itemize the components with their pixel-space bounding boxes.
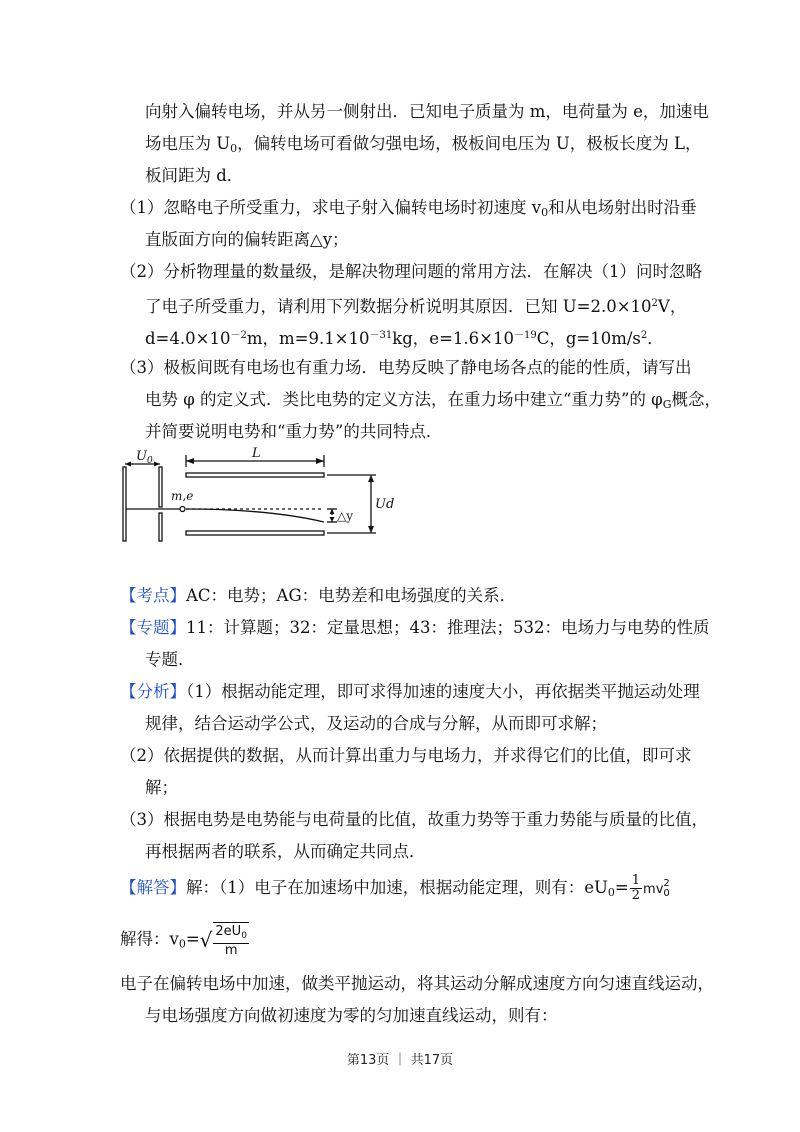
text-line: 与电场强度方向做初速度为零的匀加速直线运动，则有： [145,1006,558,1025]
question-3: （3）极板间既有电场也有重力场．电势反映了静电场各点的能的性质，请写出 [120,358,692,377]
label-dy: △y [337,509,354,523]
text-line: 并简要说明电势和“重力势”的共同特点． [145,422,443,441]
text-line: 向射入偏转电场，并从另一侧射出．已知电子质量为 m，电荷量为 e，加速电 [145,102,709,121]
text-line: （3）根据电势是电势能与电荷量的比值，故重力势等于重力势能与质量的比值， [120,810,708,829]
fraction-half: $\frac{1}{2}$ [631,873,641,903]
deflection-diagram [118,447,418,547]
electron-trajectory [186,509,324,522]
electron-dot [180,507,185,512]
label-u0: $U_0$ [136,449,153,466]
text-line: 专题． [145,650,195,669]
text-line: （2）依据提供的数据，从而计算出重力与电场力，并求得它们的比值，即可求 [120,746,692,765]
anode-plate-upper [159,467,162,507]
label-ud: Ud [375,497,395,512]
upper-deflection-plate [186,473,324,477]
fenxi-line: 【分析】（1）根据动能定理，即可求得加速的速度大小，再依据类平抛运动处理 [120,682,700,701]
text-line: 解； [145,778,178,797]
sqrt-icon: √ [199,928,213,952]
text-line: 再根据两者的联系，从而确定共同点． [145,842,426,861]
label-L: L [252,447,261,461]
text-line: $d=4.0\times 10^{-2}m$，$m=9.1\times 10^{-31}kg$，$e=1.6\times 10^{-19}C$，$g=10m/s^2$． [145,329,664,348]
jiede-line: 解得：$v_0=√$ $\frac{2eU_0}{m}$ [120,924,247,958]
kaodian-line: 【考点】AC：电势；AG：电势差和电场强度的关系． [120,586,517,605]
cathode-plate [123,467,126,541]
question-2: （2）分析物理量的数量级，是解决物理问题的常用方法．在解决（1）问时忽略 [120,262,702,281]
text-line: 电势 φ 的定义式．类比电势的定义方法，在重力场中建立“重力势”的 $\varphi_G$概念， [145,390,722,411]
text-line: 规律，结合运动学公式，及运动的合成与分解，从而即可求解； [145,714,607,733]
jieda-line: 【解答】解：（1）电子在加速场中加速，根据动能定理，则有：$eU_0=$ $\frac{1}{2}$ mv 2 0 [120,873,670,903]
lower-deflection-plate [186,531,324,535]
text-line: 直版面方向的偏转距离△y； [145,230,349,249]
question-1: （1）忽略电子所受重力，求电子射入偏转电场时初速度 $v_0$和从电场射出时沿垂 [120,198,697,219]
text-line: 板间距为 d． [145,166,244,185]
text-line: 了电子所受重力，请利用下列数据分析说明其原因．已知 $U=2.0\times 10^2V$， [145,297,687,316]
anode-plate-lower [159,513,162,541]
label-me: m,e [171,489,194,503]
page-footer: 第13页 ｜ 共17页 [346,1053,454,1068]
zhuanti-line: 【专题】11：计算题；32：定量思想；43：推理法；532：电场力与电势的性质 [120,618,710,637]
sqrt-fraction: $\frac{2eU_0}{m}$ [215,924,247,958]
text-line: 电子在偏转电场中加速，做类平抛运动，将其运动分解成速度方向匀速直线运动， [120,974,714,993]
text-line: 场电压为 $U_0$，偏转电场可看做匀强电场，极板间电压为 U，极板长度为 L， [145,134,702,155]
